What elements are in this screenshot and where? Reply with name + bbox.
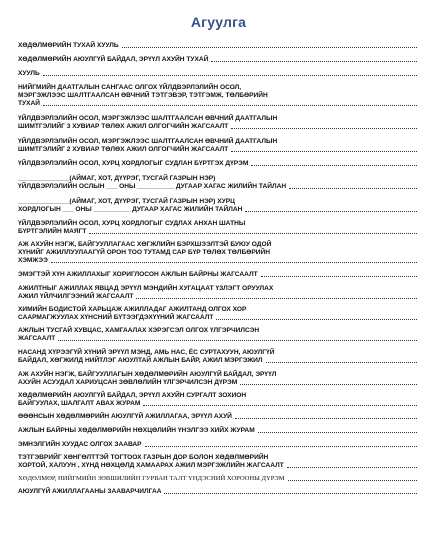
toc-entry-line: АЖИЛ ҮЙЛЧИЛГЭЭНИЙ ЖАГСААЛТ [18,293,417,301]
toc-entry[interactable] [18,84,419,108]
toc-entry[interactable] [18,175,419,191]
toc-entry-line: ЭМНЭЛГИЙН ХУУДАС ОЛГОХ ЗААВАР [18,441,417,449]
table-of-contents [18,42,419,496]
toc-entry[interactable] [18,42,419,50]
toc-entry-line: ШИМТГЭЛИЙГ 3 ХУВИАР ТӨЛӨХ АЖИЛ ОЛГОГЧИЙН ЖАГСААЛТ [18,123,417,131]
toc-entry[interactable] [18,392,419,408]
toc-entry-line: ХОРДЛОГЫН ___ ОНЫ __________ ДУГААР ХАГАС ЖИЛИЙН ТАЙЛАН [18,206,417,214]
toc-entry[interactable] [18,327,419,343]
toc-entry-line: ХҮНИЙГ АЖИЛЛУУЛААГҮЙ ОРОН ТОО ТУТАМД САР БҮР ТӨЛӨХ ТӨЛБӨРИЙН [18,249,270,256]
toc-entry-line: АЖ АХУЙН НЭГЖ, БАЙГУУЛЛАГЫН ХӨДӨЛМӨРИЙН АЮУЛГҮЙ БАЙДАЛ, ЭРҮҮЛ [18,371,277,378]
toc-entry-line: ҮЙЛДВЭРЛЭЛИЙН ОСОЛ, ХУРЦ ХОРДЛОГЫГ СУДЛАХ АНХАН ШАТНЫ [18,220,246,227]
toc-entry-line: АХУЙН АСУУДАЛ ХАРИУЦСАН ЗӨВЛӨЛИЙН ҮЛГЭРЧИЛСЭН ДҮРЭМ [18,379,417,387]
toc-entry-line: ХӨДӨЛМӨРИЙН ТУХАЙ ХУУЛЬ [18,42,417,50]
toc-entry[interactable] [18,271,419,279]
toc-entry-line: ШИМТГЭЛИЙГ 2 ХУВИАР ТӨЛӨХ АЖИЛ ОЛГОГЧИЙН ЖАГСААЛТ [18,146,417,154]
toc-entry[interactable] [18,115,419,131]
toc-entry-line: МЭРГЭЖЛЭЭС ШАЛТГААЛСАН ӨВЧНИЙ ТЭТГЭВЭР, ТЭТГЭМЖ, ТӨЛБӨРИЙН [18,92,268,99]
toc-entry-line: ХӨДӨЛМӨРИЙН АЮУЛГҮЙ БАЙДАЛ, ЭРҮҮЛ АХУЙН ТУХАЙ [18,56,417,64]
toc-entry-line: БАЙДАЛ, ХӨГЖИЛД НИЙТЛЭГ АЮУЛТАЙ АЖЛЫН БАЙР, АЖИЛ МЭРГЭЖИЛ [18,357,417,365]
toc-entry[interactable] [18,488,419,496]
toc-entry[interactable] [18,138,419,154]
toc-entry-line: АЮУЛГҮЙ АЖИЛЛАГААНЫ ЗААВАРЧИЛГАА [18,488,417,496]
toc-entry[interactable] [18,349,419,365]
toc-entry-line: ТЭТГЭВРИЙГ ХӨНГӨЛТТЭЙ ТОГТООХ ГАЗРЫН ДОР БОЛОН ХӨДӨЛМӨРИЙН [18,454,269,461]
toc-entry-line: АЖЛЫН ТУСГАЙ ХУВЦАС, ХАМГААЛАХ ХЭРЭГСЭЛ ОЛГОХ ҮЛГЭРЧИЛСЭН [18,327,260,334]
toc-entry[interactable] [18,285,419,301]
toc-entry[interactable] [18,441,419,449]
toc-entry-line: ХУУЛЬ [18,70,417,78]
toc-entry-line: ХЭМЖЭЭ [18,257,417,265]
toc-entry[interactable] [18,413,419,421]
toc-entry-line: ХӨДӨЛМӨР, НИЙГМИЙН ЗӨВШИЛИЙН ГУРВАН ТАЛТ ҮНДЭСНИЙ ХОРООНЫ ДҮРЭМ [18,475,417,483]
toc-entry-line: ҮЙЛДВЭРЛЭЛИЙН ОСОЛ, ХУРЦ ХОРДЛОГЫГ СУДЛАН БҮРТГЭХ ДҮРЭМ [18,160,417,168]
toc-entry-line: ҮЙЛДВЭРЛЭЛИЙН ОСОЛ, МЭРГЭЖЛЭЭС ШАЛТГААЛСАН ӨВЧНИЙ ДААТГАЛЫН [18,138,278,145]
toc-entry[interactable] [18,160,419,168]
toc-entry-line: ЖАГСААЛТ [18,335,417,343]
toc-entry-line: СААРМАГЖУУЛАХ ХҮНСНИЙ БҮТЭЭГДЭХҮҮНИЙ ЖАГСААЛТ [18,314,417,322]
toc-entry[interactable] [18,371,419,387]
toc-entry[interactable] [18,427,419,435]
toc-entry-line: БАЙГУУЛАХ, ШАЛГАЛТ АВАХ ЖУРАМ [18,400,417,408]
toc-entry-line: ХИМИЙН БОДИСТОЙ ХАРЬЦАЖ АЖИЛЛАДАГ АЖИЛТАНД ОЛГОХ ХОР [18,306,247,313]
toc-entry[interactable] [18,454,419,470]
toc-entry-line: АЖИЛТНЫГ АЖИЛЛАХ ЯВЦАД ЭРҮҮЛ МЭНДИЙН ХУГАЦААТ ҮЗЛЭГТ ОРУУЛАХ [18,285,274,292]
toc-entry[interactable] [18,475,419,483]
toc-entry-line: БҮРТГЭЛИЙН МАЯГТ [18,228,417,236]
page-title: Агуулга [190,14,247,30]
toc-entry-line: ХӨДӨЛМӨРИЙН АЮУЛГҮЙ БАЙДАЛ, ЭРҮҮЛ АХУЙН СУРГАЛТ ЗОХИОН [18,392,247,399]
toc-entry-line: АЖ АХУЙН НЭГЖ, БАЙГУУЛЛАГААС ХӨГЖЛИЙН БЭРХШЭЭЛТЭЙ БУЮУ ОДОЙ [18,241,272,248]
toc-entry-line: НАСАНД ХҮРЭЭГҮЙ ХҮНИЙ ЭРҮҮЛ МЭНД, АМЬ НАС, ЁС СУРТАХУУН, АЮУЛГҮЙ [18,349,275,356]
toc-entry[interactable] [18,198,419,214]
toc-entry[interactable] [18,70,419,78]
toc-entry[interactable] [18,220,419,236]
toc-entry-line: НИЙГМИЙН ДААТГАЛЫН САНГААС ОЛГОХ ҮЙЛДВЭРЛЭЛИЙН ОСОЛ, [18,84,242,91]
toc-entry-line: ҮЙЛДВЭРЛЭЛИЙН ОСОЛ, МЭРГЭЖЛЭЭС ШАЛТГААЛСАН ӨВЧНИЙ ДААТГАЛЫН [18,115,278,122]
toc-entry-line: АЖЛЫН БАЙРНЫ ХӨДӨЛМӨРИЙН НӨХЦӨЛИЙН ҮНЭЛГЭЭ ХИЙХ ЖУРАМ [18,427,417,435]
toc-entry[interactable] [18,306,419,322]
toc-entry-line: ҮЙЛДВЭРЛЭЛИЙН ОСЛЫН ___ ОНЫ __________ ДУГААР ХАГАС ЖИЛИЙН ТАЙЛАН [18,183,417,191]
toc-entry-line: ______________(АЙМАГ, ХОТ, ДҮҮРЭГ, ТУСГАЙ ГАЗРЫН НЭР) [18,175,216,182]
toc-entry[interactable] [18,241,419,265]
toc-entry[interactable] [18,56,419,64]
toc-entry-line: ЭМЭГТЭЙ ХҮН АЖИЛЛАХЫГ ХОРИГЛОСОН АЖЛЫН БАЙРНЫ ЖАГСААЛТ [18,271,417,279]
toc-entry-line: ______________(АЙМАГ, ХОТ, ДҮҮРЭГ, ТУСГАЙ ГАЗРЫН НЭР) ХУРЦ [18,198,235,205]
toc-entry-line: ХОРТОЙ, ХАЛУУН , ХҮНД НӨХЦӨЛД ХАМААРАХ АЖИЛ МЭРГЭЖЛИЙН ЖАГСААЛТ [18,462,417,470]
toc-entry-line: ӨӨӨНСЫН ХӨДӨЛМӨРИЙН АЮУЛГҮЙ АЖИЛЛАГАА, ЭРҮҮЛ АХУЙ [18,413,417,421]
toc-entry-line: ТУХАЙ [18,100,417,108]
